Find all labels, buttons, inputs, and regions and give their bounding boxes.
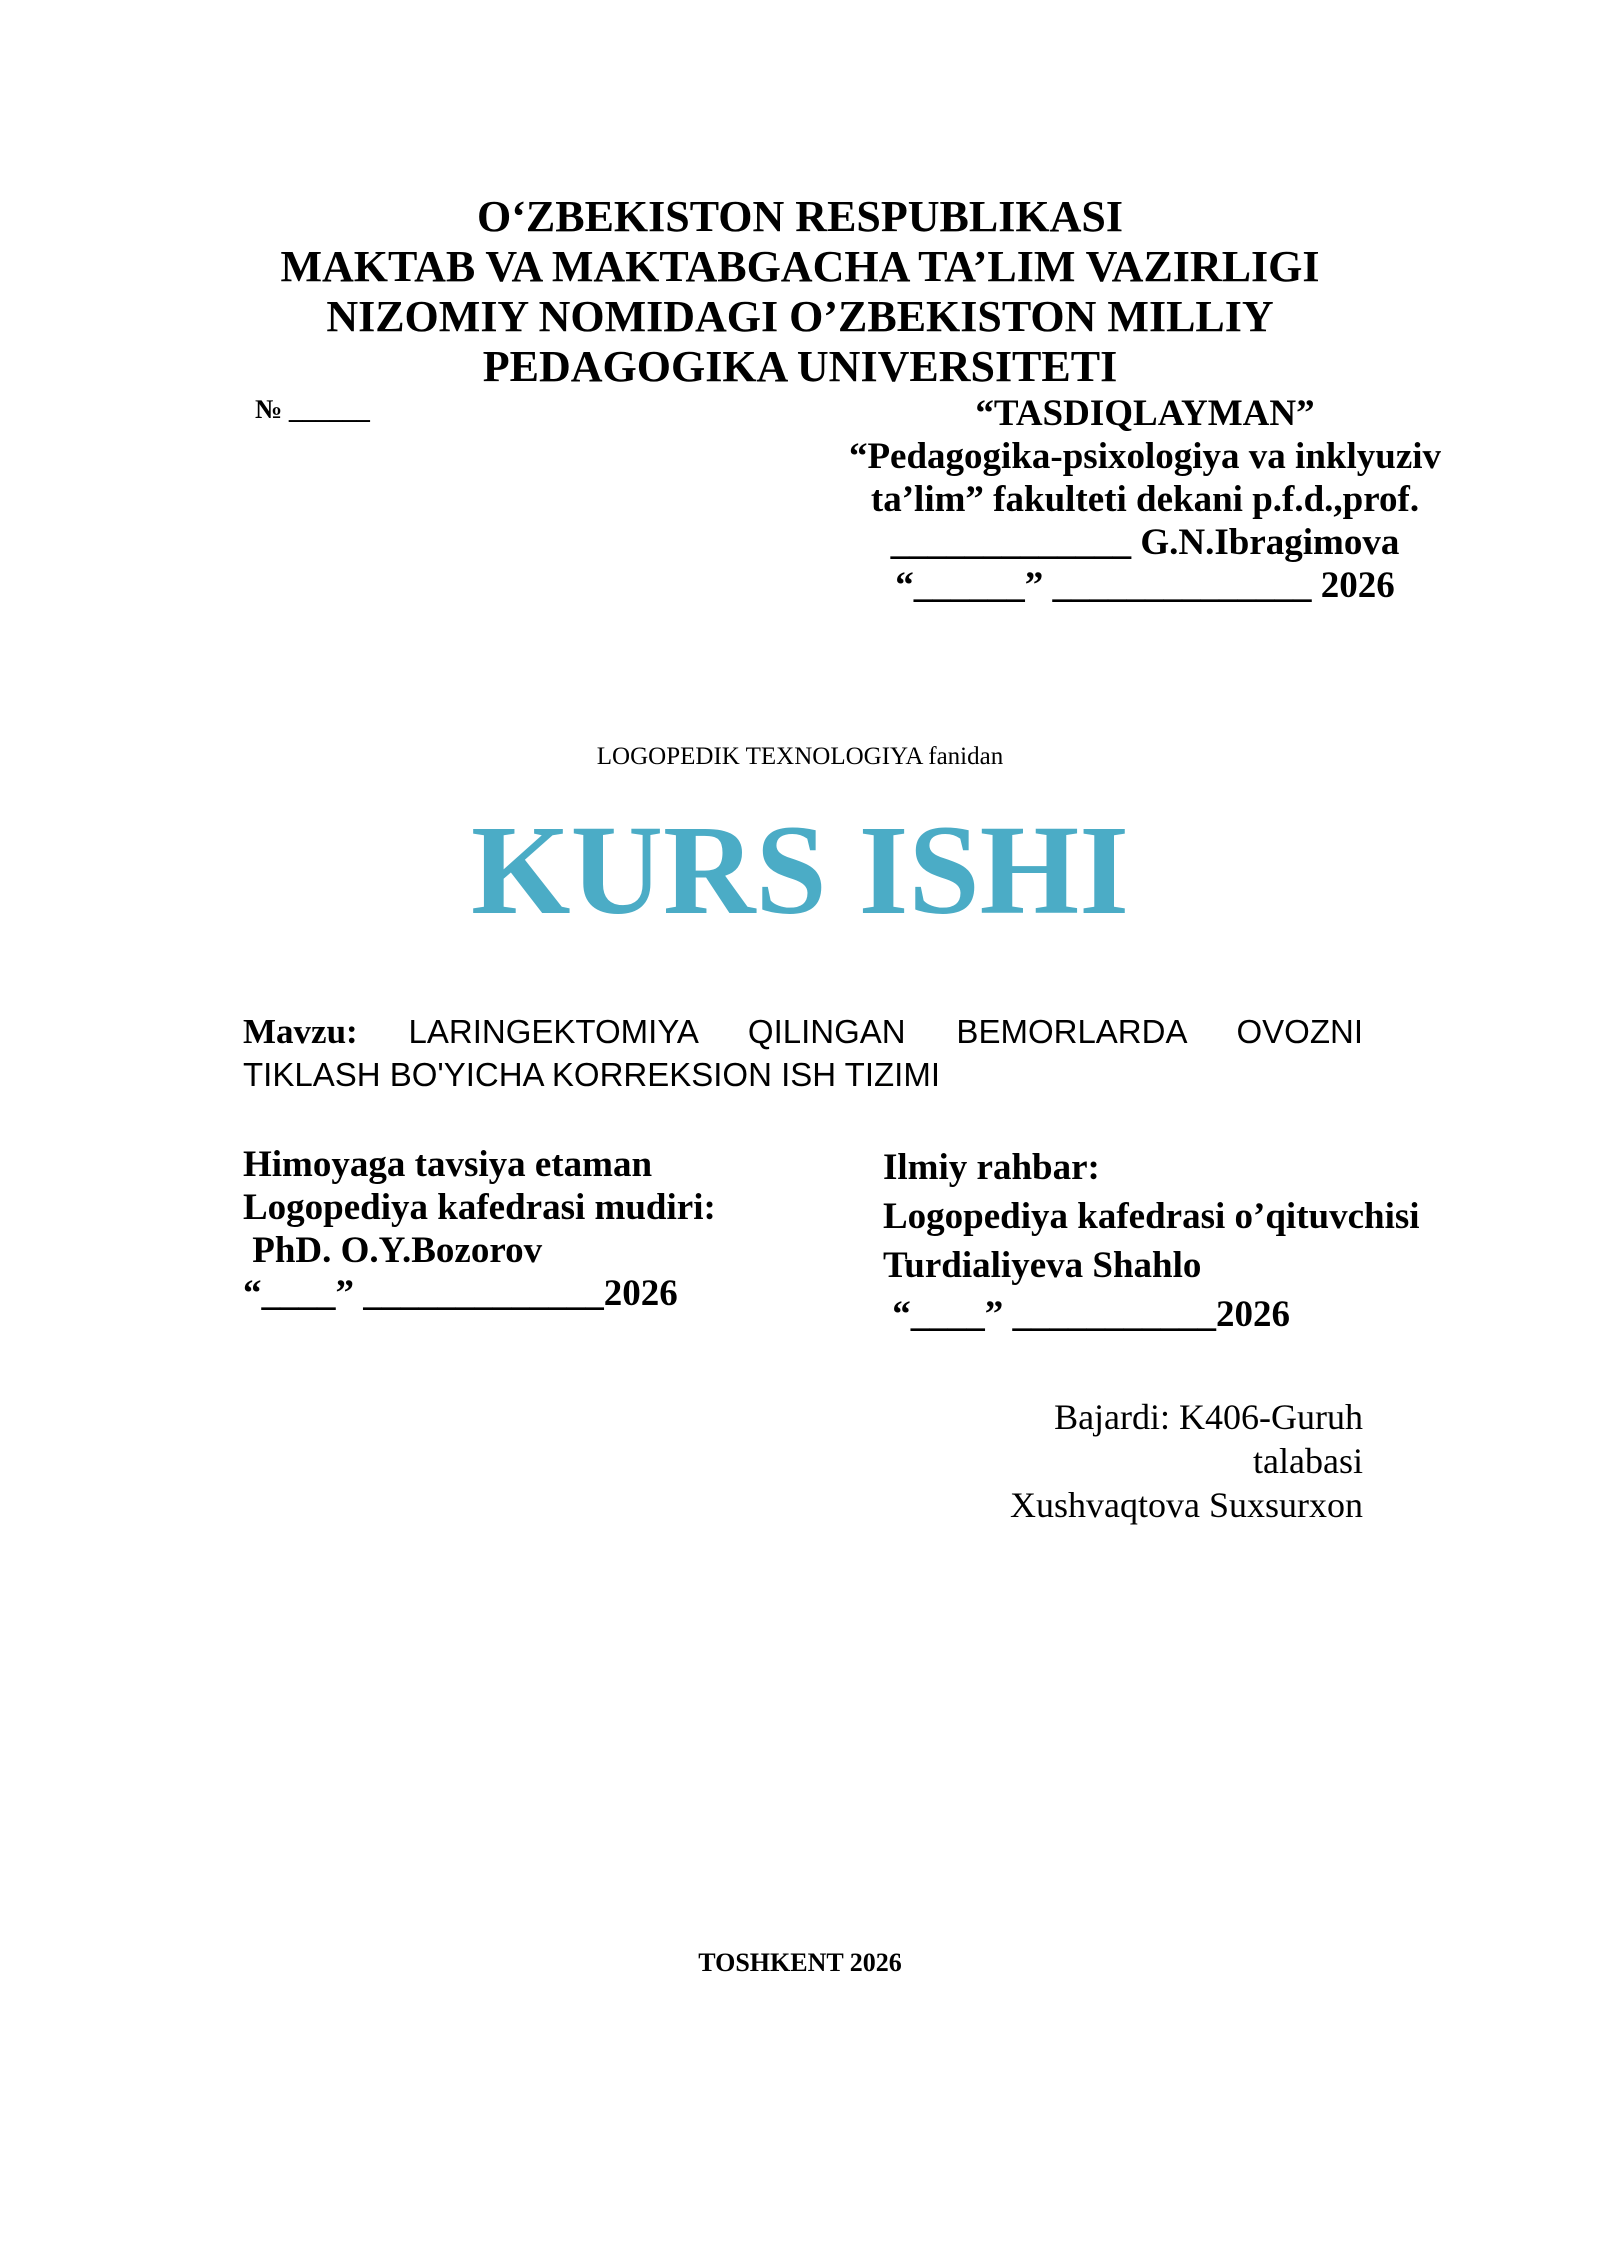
header-line-university: PEDAGOGIKA UNIVERSITETI xyxy=(482,342,1118,391)
subject-line: LOGOPEDIK TEXNOLOGIYA fanidan xyxy=(596,743,1004,770)
footer-city-year: TOSHKENT 2026 xyxy=(698,1948,902,1977)
header-line-country: O‘ZBEKISTON RESPUBLIKASI xyxy=(477,192,1123,241)
performer-role: talabasi xyxy=(1253,1441,1363,1481)
approval-block xyxy=(820,392,1470,607)
supervisor-date-line: “____” ___________2026 xyxy=(883,1294,1290,1335)
approval-dean-line: ta’lim” fakulteti dekani p.f.d.,prof. xyxy=(870,479,1420,520)
document-title: KURS ISHI xyxy=(471,799,1129,941)
theme-label: Mavzu: xyxy=(243,1012,358,1051)
theme-line-1 xyxy=(243,1010,1363,1053)
defense-head-name: PhD. O.Y.Bozorov xyxy=(243,1230,543,1271)
theme-text-line-2: TIKLASH BO'YICHA KORREKSION ISH TIZIMI xyxy=(243,1056,940,1093)
approval-faculty-line: “Pedagogika-psixologiya va inklyuziv xyxy=(848,436,1442,477)
supervisor-label: Ilmiy rahbar: xyxy=(883,1147,1100,1188)
defense-date-line: “____” _____________2026 xyxy=(243,1273,678,1314)
document-number-field: № ______ xyxy=(255,394,370,424)
theme-block xyxy=(243,1010,1363,1096)
approval-signature-line: _____________ G.N.Ibragimova xyxy=(890,522,1400,563)
performer-group: Bajardi: K406-Guruh xyxy=(1054,1397,1363,1437)
supervisor-name: Turdialiyeva Shahlo xyxy=(883,1245,1202,1286)
performer-name: Xushvaqtova Suxsurxon xyxy=(1010,1485,1363,1525)
header-line-ministry: MAKTAB VA MAKTABGACHA TA’LIM VAZIRLIGI xyxy=(280,242,1320,291)
approval-date-line: “______” ______________ 2026 xyxy=(895,565,1395,606)
ministry-header xyxy=(200,192,1400,392)
theme-text-line-1: LARINGEKTOMIYA QILINGAN BEMORLARDA OVOZNI xyxy=(408,1013,1364,1050)
supervisor-position: Logopediya kafedrasi o’qituvchisi xyxy=(883,1196,1420,1237)
supervisor-block xyxy=(883,1143,1420,1339)
defense-recommendation-block xyxy=(243,1143,716,1315)
approval-heading: “TASDIQLAYMAN” xyxy=(975,393,1315,434)
header-line-university-name: NIZOMIY NOMIDAGI O’ZBEKISTON MILLIY xyxy=(326,292,1274,341)
performer-block xyxy=(1010,1395,1363,1527)
defense-line-1: Himoyaga tavsiya etaman xyxy=(243,1144,653,1185)
defense-line-2: Logopediya kafedrasi mudiri: xyxy=(243,1187,716,1228)
